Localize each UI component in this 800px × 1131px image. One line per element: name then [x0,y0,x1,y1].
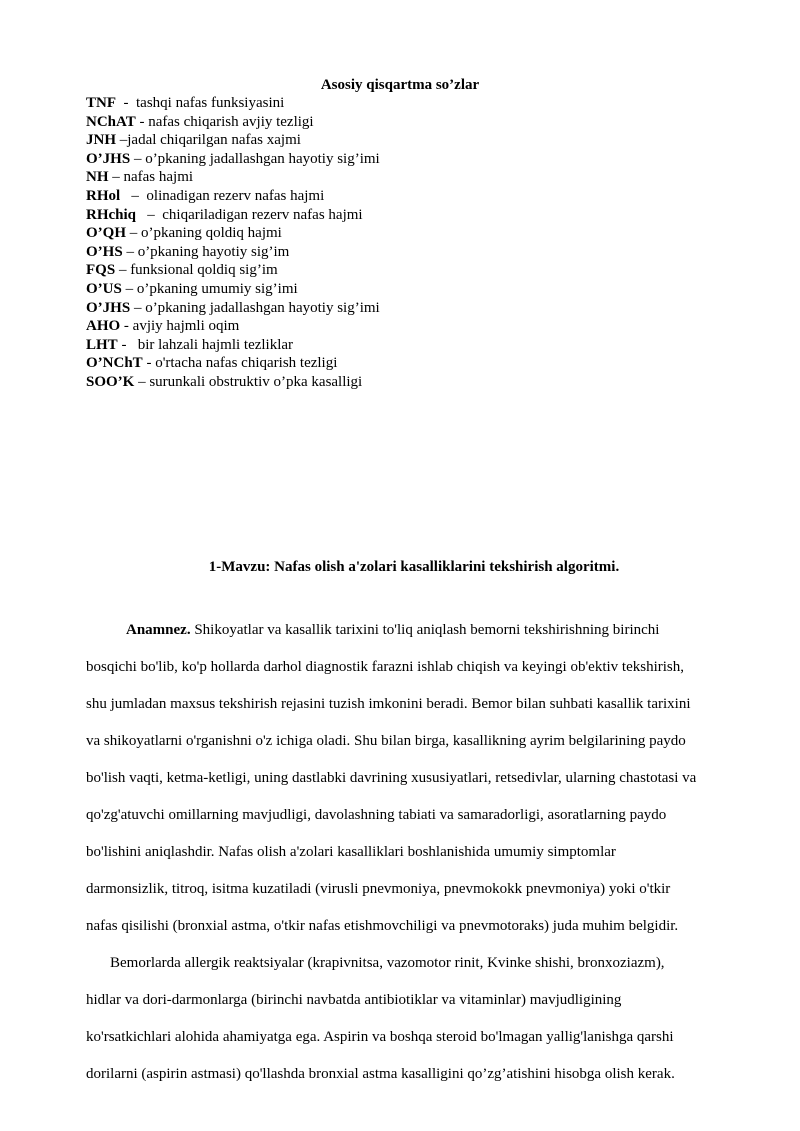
abbreviation-item [86,317,746,336]
abbreviation-item [86,168,746,187]
paragraph-line: shu jumladan maxsus tekshirish rejasini tuzish imkonini beradi. Bemor bilan suhbati kasallik tarixini [86,696,691,712]
abbreviation-item [86,224,746,243]
abbreviation-definition: olinadigan rezerv nafas hajmi [146,187,325,204]
abbreviation-term: TNF [86,95,116,111]
abbreviation-separator: – [130,150,146,167]
paragraph-line-text: Shikoyatlar va kasallik tarixini to'liq aniqlash bemorni tekshirishning birinchi [190,622,660,638]
anamnesis-lead: Anamnez. [126,622,191,638]
abbreviation-term: RHchiq [86,206,137,223]
abbreviation-definition: chiqariladigan rezerv nafas hajmi [162,206,363,223]
abbreviation-separator: – [136,206,163,223]
abbreviation-term: SOO’K [86,373,135,390]
abbreviation-term: O’US [86,280,122,297]
paragraph-line: bo'lishini aniqlashdir. Nafas olish a'zolari kasalliklari boshlanishida umumiy simptomlar [86,844,616,860]
abbreviation-separator: – [120,187,147,204]
abbreviation-term: O’NChT [86,355,143,372]
abbreviation-definition: o’pkaning umumiy sig’imi [136,280,298,297]
abbreviation-definition: tashqi nafas funksiyasini [136,95,285,111]
abbreviation-definition: o’pkaning hayotiy sig’im [137,243,290,260]
abbreviation-definition: avjiy hajmli oqim [132,318,240,335]
abbreviation-item [86,94,746,113]
abbreviation-separator: – [121,280,137,297]
abbreviations-list [86,94,746,392]
abbreviation-item [86,113,746,132]
abbreviation-definition: o’pkaning jadallashgan hayotiy sig’imi [145,299,380,316]
topic-title: 1-Mavzu: Nafas olish a'zolari kasalliklarini tekshirish algoritmi. [208,559,620,575]
abbreviation-term: JNH [86,132,116,149]
abbreviation-item [86,187,746,206]
abbreviation-separator: – [122,243,138,260]
abbreviation-term: LHT [86,336,118,353]
abbreviation-definition: nafas chiqarish avjiy tezligi [148,113,314,130]
abbreviation-term: O’HS [86,243,123,260]
abbreviation-separator: – [116,132,128,149]
paragraph-line: bosqichi bo'lib, ko'p hollarda darhol diagnostik farazni ishlab chiqish va keyingi ob'ektiv tekshirish, [86,659,685,675]
abbreviation-separator: - [116,95,136,111]
abbreviation-definition: bir lahzali hajmli tezliklar [137,336,294,353]
paragraph-line: va shikoyatlarni o'rganishni o'z ichiga oladi. Shu bilan birga, kasallikning ayrim belgilarining paydo [86,733,686,749]
abbreviation-term: NChAT [86,113,136,130]
abbreviation-definition: o'rtacha nafas chiqarish tezligi [155,355,338,372]
abbreviation-separator: – [126,225,141,242]
abbreviation-term: AHO [86,318,121,335]
paragraph-line: Bemorlarda allergik reaktsiyalar (krapivnitsa, vazomotor rinit, Kvinke shishi, bronxoziazm), [110,955,665,971]
abbreviation-definition: nafas hajmi [123,169,194,186]
abbreviation-term: FQS [86,262,116,279]
abbreviation-item [86,280,746,299]
abbreviation-separator: – [134,373,150,390]
paragraph-line [86,612,746,649]
abbreviation-term: NH [86,169,109,186]
abbreviation-item [86,131,746,150]
abbreviation-separator: - [117,336,138,353]
paragraph-line: nafas qisilishi (bronxial astma, o'tkir nafas etishmovchiligi va pnevmotoraks) juda muhim belgidir. [86,918,679,934]
abbreviation-item [86,354,746,373]
abbreviation-definition: o’pkaning qoldiq hajmi [141,225,282,242]
abbreviation-separator: - [142,355,156,372]
abbreviation-item [86,150,746,169]
abbreviation-item [86,261,746,280]
abbreviation-separator: - [120,318,133,335]
abbreviation-item [86,243,746,262]
abbreviation-separator: - [135,113,149,130]
abbreviation-term: O’QH [86,225,126,242]
paragraph-line: ko'rsatkichlari alohida ahamiyatga ega. Aspirin va boshqa steroid bo'lmagan yallig'lanishga qarshi [86,1029,674,1045]
abbreviation-definition: jadal chiqarilgan nafas xajmi [127,132,301,149]
abbreviation-term: O’JHS [86,299,131,316]
paragraph-line: dorilarni (aspirin astmasi) qo'llashda bronxial astma kasalligini qo’zg’atishini hisobga olish kerak. [86,1066,675,1082]
abbreviation-separator: – [130,299,146,316]
paragraph-line: hidlar va dori-darmonlarga (birinchi navbatda antibiotiklar va vitaminlar) mavjudligining [86,992,622,1008]
paragraph-line: darmonsizlik, titroq, isitma kuzatiladi (virusli pnevmoniya, pnevmokokk pnevmoniya) yoki o'tkir [86,881,671,897]
abbreviations-title: Asosiy qisqartma so’zlar [320,77,480,93]
abbreviation-item [86,373,746,392]
abbreviation-definition: funksional qoldiq sig’im [130,262,278,279]
abbreviation-item [86,299,746,318]
abbreviation-separator: – [108,169,124,186]
abbreviation-definition: o’pkaning jadallashgan hayotiy sig’imi [145,150,380,167]
abbreviation-item [86,336,746,355]
abbreviation-term: O’JHS [86,150,131,167]
paragraph-line: qo'zg'atuvchi omillarning mavjudligi, davolashning tabiati va samaradorligi, asoratlarning paydo [86,807,667,823]
abbreviation-item [86,206,746,225]
abbreviation-separator: – [115,262,131,279]
abbreviation-term: RHol [86,187,121,204]
abbreviation-definition: surunkali obstruktiv o’pka kasalligi [149,373,363,390]
anamnesis-paragraph [86,612,746,1093]
paragraph-line: bo'lish vaqti, ketma-ketligi, uning dastlabki davrining xususiyatlari, retsedivlar, ularning chastotasi va [86,770,697,786]
